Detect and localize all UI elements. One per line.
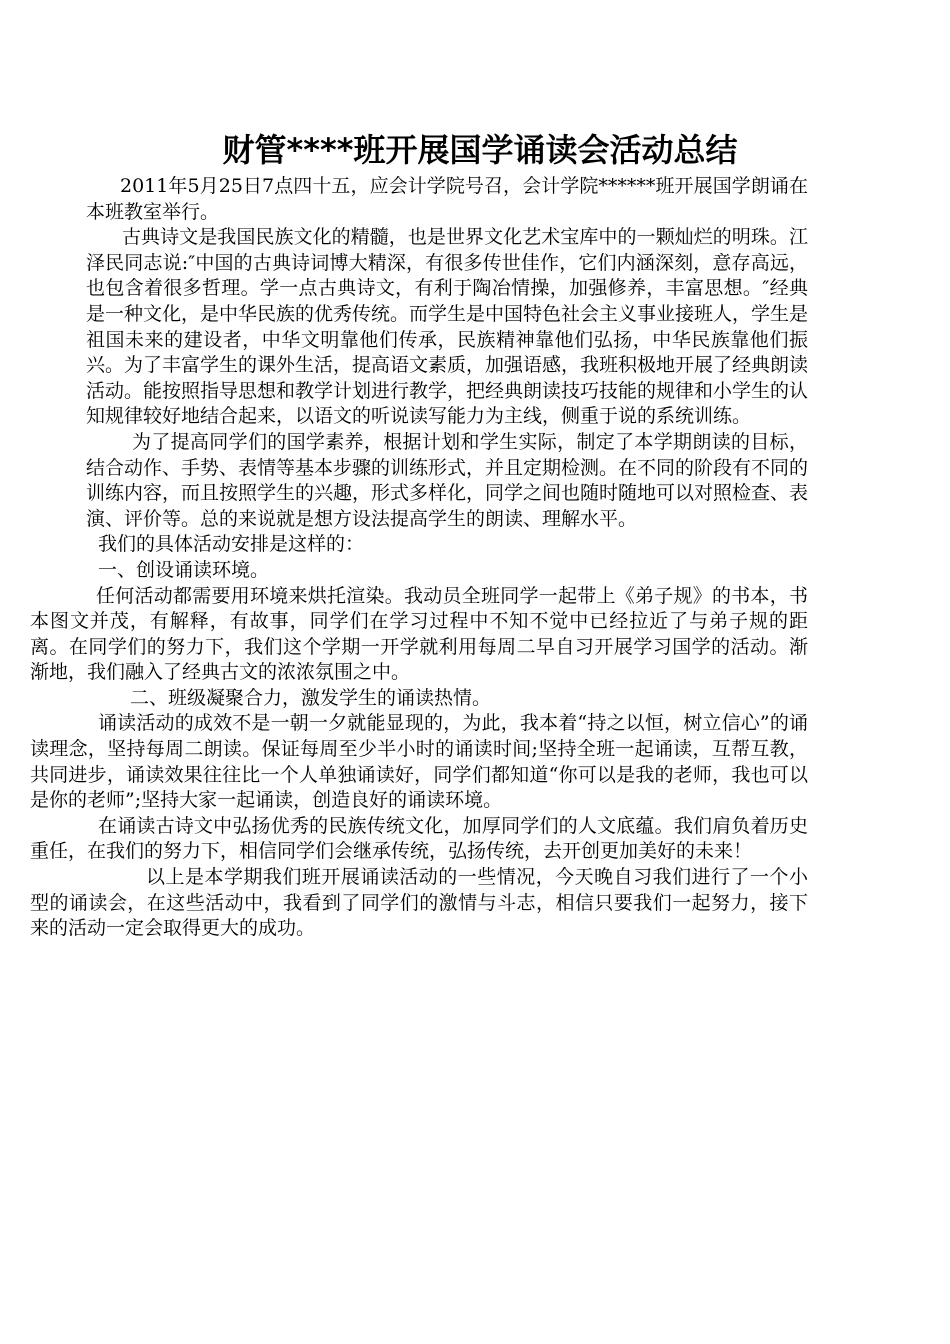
document-title: 财管****班开展国学诵读会活动总结 bbox=[222, 131, 738, 169]
paragraph-classical-poetry: 古典诗文是我国民族文化的精髓，也是世界文化艺术宝库中的一颗灿烂的明珠。江泽民同志说:″中国的古典诗词博大精深，有很多传世佳作，它们内涵深刻，意存高远，也包含着很多哲理。学一点古典诗文，有利于陶冶情操，加强修养，丰富思想。″经典是一种文化，是中华民族的优秀传统。而学生是中国特色社会主义事业接班人，学生是祖国未来的建设者，中华文明靠他们传承，民族精神靠他们弘扬，中华民族靠他们振兴。为了丰富学生的课外生活，提高语文素质，加强语感，我班积极地开展了经典朗读活动。能按照指导思想和教学计划进行教学，把经典朗读技巧技能的规律和小学生的认知规律较好地结合起来，以语文的听说读写能力为主线，侧重于说的系统训练。 bbox=[86, 226, 809, 428]
document-body bbox=[30, 174, 809, 942]
section-heading-cohesion: 二、班级凝聚合力，激发学生的诵读热情。 bbox=[130, 686, 492, 709]
paragraph-intro: 2011年5月25日7点四十五，应会计学院号召，会计学院******班开展国学朗诵在本班教室举行。 bbox=[86, 175, 808, 223]
paragraph-environment: 任何活动都需要用环境来烘托渲染。我动员全班同学一起带上《弟子规》的书本，书本图文并茂，有解释，有故事，同学们在学习过程中不知不觉中已经拉近了与弟子规的距离。在同学们的努力下，我们这个学期一开学就利用每周二早自习开展学习国学的活动。渐渐地，我们融入了经典古文的浓浓氛围之中。 bbox=[30, 584, 808, 684]
paragraph-cohesion: 诵读活动的成效不是一朝一夕就能显现的，为此，我本着“持之以恒，树立信心”的诵读理念，坚持每周二朗读。保证每周至少半小时的诵读时间;坚持全班一起诵读，互帮互教，共同进步，诵读效果往往比一个人单独诵读好，同学们都知道“你可以是我的老师，我也可以是你的老师”;坚持大家一起诵读，创造良好的诵读环境。 bbox=[30, 712, 808, 812]
paragraph-culture: 在诵读古诗文中弘扬优秀的民族传统文化，加厚同学们的人文底蕴。我们肩负着历史重任，在我们的努力下，相信同学们会继承传统，弘扬传统，去开创更加美好的未来！ bbox=[30, 814, 808, 863]
paragraph-arrangement-intro: 我们的具体活动安排是这样的： bbox=[98, 533, 365, 556]
paragraph-conclusion: 以上是本学期我们班开展诵读活动的一些情况，今天晚自习我们进行了一个小型的诵读会，在这些活动中，我看到了同学们的激情与斗志，相信只要我们一起努力，接下来的活动一定会取得更大的成功。 bbox=[30, 866, 808, 940]
section-heading-environment: 一、创设诵读环境。 bbox=[98, 558, 270, 581]
paragraph-goals: 为了提高同学们的国学素养，根据计划和学生实际，制定了本学期朗读的目标，结合动作、手势、表情等基本步骤的训练形式，并且定期检测。在不同的阶段有不同的训练内容，而且按照学生的兴趣，形式多样化，同学之间也随时随地可以对照检查、表演、评价等。总的来说就是想方设法提高学生的朗读、理解水平。 bbox=[86, 430, 809, 530]
